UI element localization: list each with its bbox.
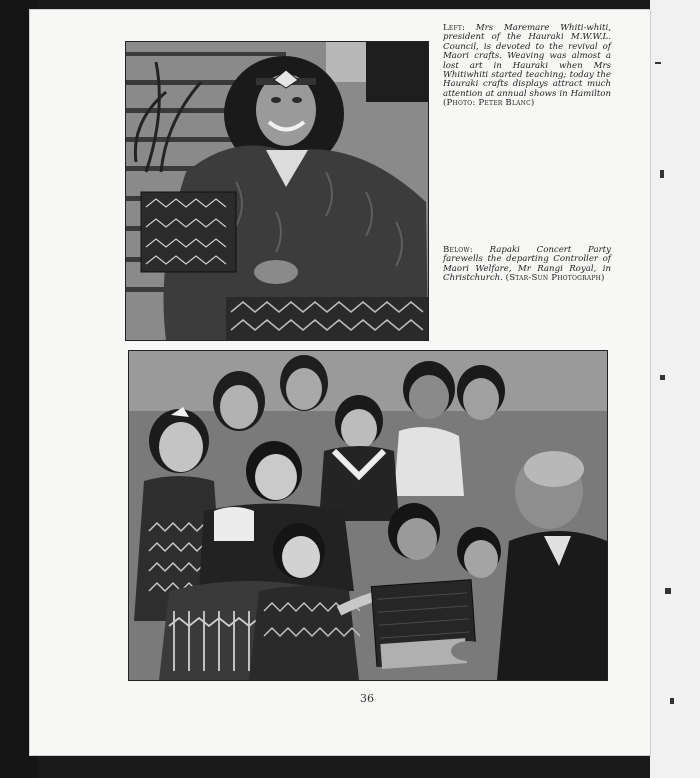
photo-weaver-portrait [125, 41, 429, 341]
photo-credit: (Star-Sun Photograph) [505, 273, 605, 284]
caption-lead: Below: [443, 245, 473, 255]
caption-text: Mrs Maremare Whiti-whiti, president of the Hauraki M.W.W.L. Council, is devoted to the revival of Maori crafts. Weaving was almost a lost art in Hauraki when Mrs Whitiwhiti started teaching; today the Hauraki crafts displays attract much attention at annual shows in Hamilton [443, 23, 611, 99]
scan-speck [670, 698, 674, 704]
page-number: 36 [360, 692, 374, 705]
caption-text: Rapaki Concert Party farewells the departing Controller of Maori Welfare, Mr Rangi Royal, in Christchurch. [443, 245, 611, 284]
caption-lead: Left: [443, 23, 466, 33]
scan-speck [665, 588, 671, 594]
caption-concert-party [443, 246, 611, 284]
scan-light-edge [650, 0, 700, 778]
magazine-page [30, 10, 650, 755]
scan-speck [660, 170, 664, 178]
scan-speck [660, 375, 665, 380]
photo-concert-party [128, 350, 608, 681]
scan-speck [655, 62, 661, 64]
photo-credit: (Photo: Peter Blanc) [443, 98, 535, 109]
caption-weaver [443, 24, 611, 109]
